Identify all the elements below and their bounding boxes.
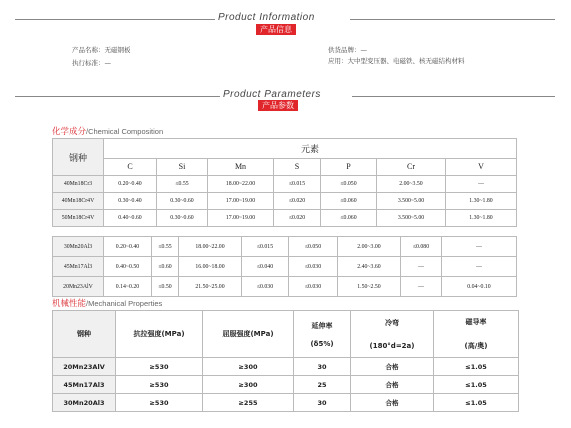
value-cell: —: [442, 257, 517, 277]
table-row: [53, 358, 519, 376]
col-header: Cr: [377, 158, 446, 175]
value-cell: —: [401, 277, 442, 297]
value-cell: 2.00~3.50: [377, 176, 446, 193]
value-cell: 0.40~0.60: [104, 210, 157, 227]
tensile-cell: ≥530: [116, 358, 203, 376]
info-divider-left: [15, 19, 215, 20]
value-cell: —: [446, 176, 517, 193]
elong-cell: 30: [294, 394, 351, 412]
info-title-en: Product Information: [218, 12, 315, 23]
bend-cell: 合格: [351, 376, 434, 394]
value-cell: ≤0.50: [152, 277, 179, 297]
value-cell: ≤0.60: [152, 257, 179, 277]
mechanical-table: [52, 310, 519, 412]
elong-cell: 25: [294, 376, 351, 394]
grade-cell: 20Mn23AlV: [53, 358, 116, 376]
mech-elong-header-line2: (δ5%): [310, 339, 334, 348]
value-cell: 18.00~22.00: [179, 237, 242, 257]
mechanical-title-cn: 机械性能: [52, 299, 87, 309]
grade-cell: 40Mn18Cr3: [53, 176, 104, 193]
application: 应用：大中型变压器、电磁铁、核无磁结构材料: [328, 57, 465, 65]
value-cell: ≤0.030: [242, 277, 289, 297]
value-cell: 16.00~18.00: [179, 257, 242, 277]
value-cell: 2.00~3.00: [338, 237, 401, 257]
perm-cell: ≤1.05: [434, 394, 519, 412]
tensile-cell: ≥530: [116, 376, 203, 394]
mech-yield-header: 屈服强度(MPa): [203, 311, 294, 358]
mech-bend-header: [351, 311, 434, 358]
value-cell: ≤0.020: [274, 193, 321, 210]
grade-header: 钢种: [53, 139, 104, 176]
grade-cell: 50Mn18Cr4V: [53, 210, 104, 227]
value-cell: ≤0.050: [289, 237, 338, 257]
params-divider-left: [15, 96, 220, 97]
table-row: [53, 210, 517, 227]
value-cell: ≤0.050: [321, 176, 377, 193]
tensile-cell: ≥530: [116, 394, 203, 412]
elong-cell: 30: [294, 358, 351, 376]
mech-bend-header-line1: 冷弯: [385, 319, 399, 327]
table-row: [53, 394, 519, 412]
yield-cell: ≥300: [203, 376, 294, 394]
col-header: P: [321, 158, 377, 175]
table-row: [53, 257, 517, 277]
chemical-table-extra: [52, 236, 517, 297]
col-header: C: [104, 158, 157, 175]
value-cell: 1.30~1.80: [446, 193, 517, 210]
mech-perm-header: [434, 311, 519, 358]
mechanical-title-en: /Mechanical Properties: [86, 299, 163, 308]
yield-cell: ≥300: [203, 358, 294, 376]
table-row: [53, 237, 517, 257]
mech-perm-header-line2: (高/奥): [464, 342, 488, 350]
value-cell: ≤0.030: [289, 277, 338, 297]
mech-elong-header-line1: 延伸率: [311, 321, 333, 330]
info-title-cn: 产品信息: [256, 24, 296, 35]
info-divider-right: [350, 19, 555, 20]
grade-cell: 30Mn20Al3: [53, 394, 116, 412]
table-row: [53, 193, 517, 210]
params-title-cn: 产品参数: [258, 100, 298, 111]
brand: 供货品牌：—: [328, 46, 367, 54]
value-cell: 1.50~2.50: [338, 277, 401, 297]
value-cell: ≤0.060: [321, 193, 377, 210]
value-cell: ≤0.080: [401, 237, 442, 257]
col-header: Mn: [208, 158, 274, 175]
grade-cell: 20Mn23AlV: [53, 277, 104, 297]
value-cell: 0.40~0.50: [104, 257, 152, 277]
value-cell: 3.500~5.00: [377, 193, 446, 210]
col-header: S: [274, 158, 321, 175]
value-cell: 0.30~0.60: [157, 210, 208, 227]
grade-cell: 45Mn17Al3: [53, 376, 116, 394]
grade-cell: 40Mn18Cr4V: [53, 193, 104, 210]
value-cell: 18.00~22.00: [208, 176, 274, 193]
standard: 执行标准：—: [72, 59, 111, 67]
params-divider-right: [352, 96, 555, 97]
value-cell: 17.00~19.00: [208, 210, 274, 227]
mech-elong-header: [294, 311, 351, 358]
value-cell: 0.20~0.40: [104, 176, 157, 193]
value-cell: ≤0.015: [242, 237, 289, 257]
col-header: V: [446, 158, 517, 175]
value-cell: 0.30~0.60: [157, 193, 208, 210]
value-cell: 17.00~19.00: [208, 193, 274, 210]
value-cell: 0.14~0.20: [104, 277, 152, 297]
value-cell: 21.50~25.00: [179, 277, 242, 297]
grade-cell: 30Mn20Al3: [53, 237, 104, 257]
chemical-section-title: [52, 125, 163, 137]
chemical-table: [52, 138, 517, 227]
value-cell: —: [401, 257, 442, 277]
value-cell: 0.30~0.40: [104, 193, 157, 210]
value-cell: 1.30~1.80: [446, 210, 517, 227]
value-cell: ≤0.020: [274, 210, 321, 227]
mech-bend-header-line2: (180°d=2a): [369, 342, 415, 350]
value-cell: ≤0.55: [157, 176, 208, 193]
table-row: [53, 176, 517, 193]
col-header: Si: [157, 158, 208, 175]
table-row: [53, 376, 519, 394]
value-cell: ≤0.55: [152, 237, 179, 257]
perm-cell: ≤1.05: [434, 358, 519, 376]
perm-cell: ≤1.05: [434, 376, 519, 394]
value-cell: 3.500~5.00: [377, 210, 446, 227]
grade-cell: 45Mn17Al3: [53, 257, 104, 277]
mech-grade-header: 钢种: [53, 311, 116, 358]
chemical-title-cn: 化学成分: [52, 127, 87, 137]
yield-cell: ≥255: [203, 394, 294, 412]
value-cell: 2.40~3.60: [338, 257, 401, 277]
value-cell: 0.20~0.40: [104, 237, 152, 257]
value-cell: 0.04~0.10: [442, 277, 517, 297]
value-cell: ≤0.060: [321, 210, 377, 227]
value-cell: ≤0.015: [274, 176, 321, 193]
element-header: 元素: [104, 139, 517, 159]
bend-cell: 合格: [351, 358, 434, 376]
value-cell: ≤0.040: [242, 257, 289, 277]
params-title-en: Product Parameters: [223, 89, 321, 100]
mechanical-section-title: [52, 297, 162, 309]
chemical-title-en: /Chemical Composition: [86, 127, 164, 136]
value-cell: —: [442, 237, 517, 257]
value-cell: ≤0.030: [289, 257, 338, 277]
product-name: 产品名称：无磁钢板: [72, 46, 131, 54]
mech-tensile-header: 抗拉强度(MPa): [116, 311, 203, 358]
mech-perm-header-line1: 磁导率: [465, 318, 487, 326]
table-row: [53, 277, 517, 297]
bend-cell: 合格: [351, 394, 434, 412]
